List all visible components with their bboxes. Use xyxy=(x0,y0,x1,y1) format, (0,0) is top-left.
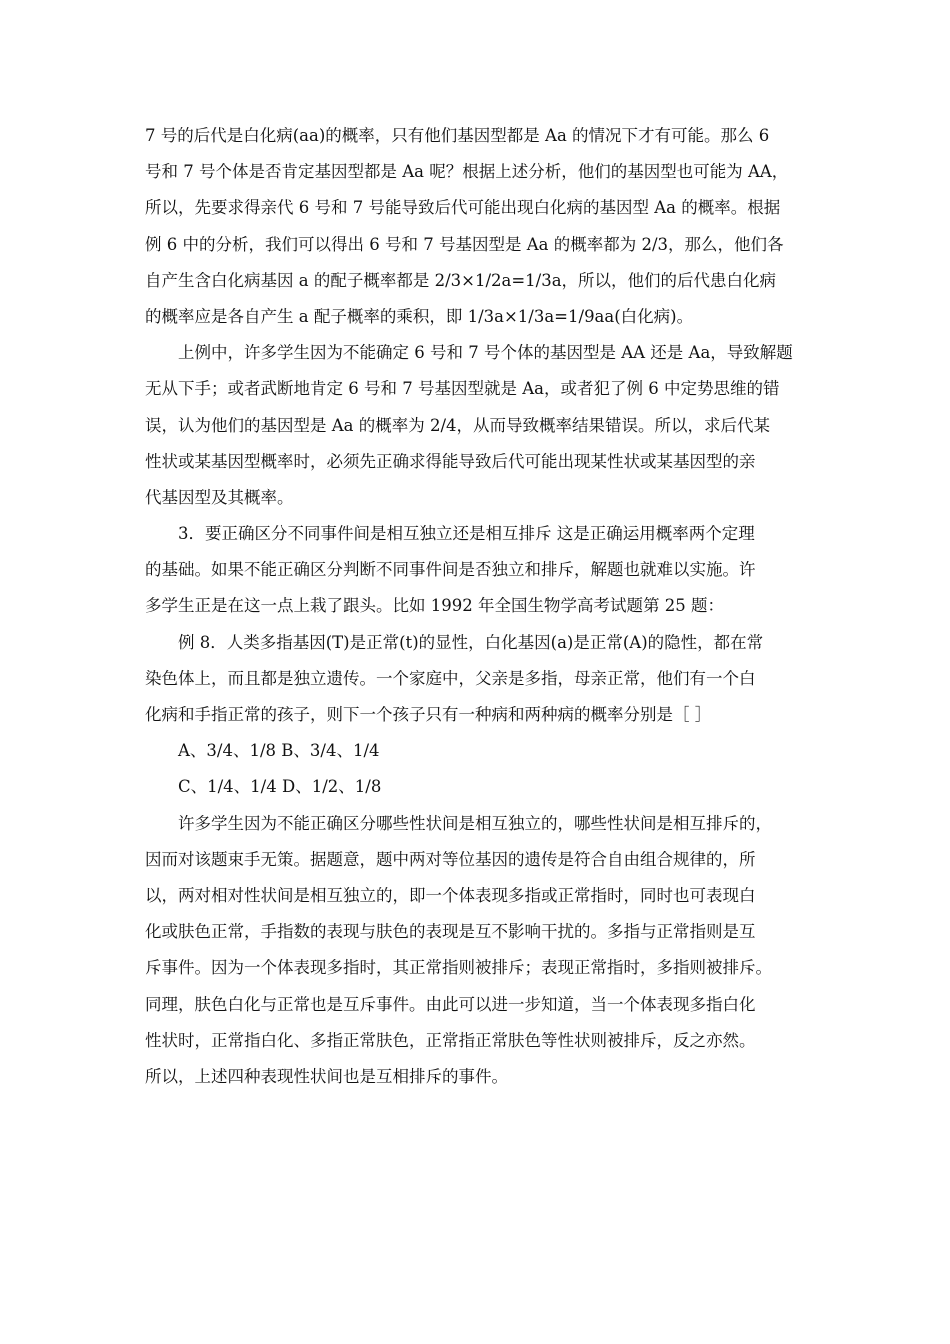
text-line: 化病和手指正常的孩子，则下一个孩子只有一种病和两种病的概率分别是［ ］ xyxy=(145,705,712,724)
text-line: 自产生含白化病基因 a 的配子概率都是 2/3×1/2a=1/3a，所以，他们的后代患白化病 xyxy=(145,270,777,290)
text-line: 同理，肤色白化与正常也是互斥事件。由此可以进一步知道，当一个体表现多指白化 xyxy=(145,994,756,1014)
text-line: 所以，上述四种表现性状间也是互相排斥的事件。 xyxy=(145,1066,508,1086)
text-line: 以，两对相对性状间是相互独立的，即一个体表现多指或正常指时，同时也可表现白 xyxy=(145,885,756,905)
text-line: 化或肤色正常，手指数的表现与肤色的表现是互不影响干扰的。多指与正常指则是互 xyxy=(145,922,756,942)
text-line: 染色体上，而且都是独立遗传。一个家庭中，父亲是多指，母亲正常，他们有一个白 xyxy=(145,668,756,688)
example-question-line: 例 8．人类多指基因(T)是正常(t)的显性，白化基因(a)是正常(A)的隐性，都在常 xyxy=(178,632,764,652)
text-line: 上例中，许多学生因为不能确定 6 号和 7 号个体的基因型是 AA 还是 Aa，导致解题 xyxy=(178,343,793,363)
text-line: 的基础。如果不能正确区分判断不同事件间是否独立和排斥，解题也就难以实施。许 xyxy=(145,560,756,580)
text-line: 例 6 中的分析，我们可以得出 6 号和 7 号基因型是 Aa 的概率都为 2/3，那么，他们各 xyxy=(145,234,784,254)
text-line: 所以，先要求得亲代 6 号和 7 号能导致后代可能出现白化病的基因型 Aa 的概率。根据 xyxy=(145,198,781,218)
text-line: 多学生正是在这一点上栽了跟头。比如 1992 年全国生物学高考试题第 25 题： xyxy=(145,596,724,616)
text-line: 斥事件。因为一个体表现多指时，其正常指则被排斥；表现正常指时，多指则被排斥。 xyxy=(145,958,772,978)
text-line: 号和 7 号个体是否肯定基因型都是 Aa 呢？根据上述分析，他们的基因型也可能为 AA， xyxy=(145,162,789,182)
text-line: 7 号的后代是白化病(aa)的概率，只有他们基因型都是 Aa 的情况下才有可能。那么 6 xyxy=(145,126,770,145)
text-line: 性状或某基因型概率时，必须先正确求得能导致后代可能出现某性状或某基因型的亲 xyxy=(145,451,756,471)
text-line: 的概率应是各自产生 a 配子概率的乘积，即 1/3a×1/3a=1/9aa(白化病)。 xyxy=(145,306,694,326)
text-line: 代基因型及其概率。 xyxy=(145,487,294,507)
text-line: 性状时，正常指白化、多指正常肤色，正常指正常肤色等性状则被排斥，反之亦然。 xyxy=(145,1030,756,1050)
answer-options-line: A、3/4、1/8 B、3/4、1/4 xyxy=(178,741,380,761)
section-heading-line: 3．要正确区分不同事件间是相互独立还是相互排斥 这是正确运用概率两个定理 xyxy=(178,524,755,544)
answer-options-line: C、1/4、1/4 D、1/2、1/8 xyxy=(178,777,382,797)
document-body xyxy=(145,118,805,1095)
text-line: 误，认为他们的基因型是 Aa 的概率为 2/4，从而导致概率结果错误。所以，求后代某 xyxy=(145,415,771,435)
text-line: 因而对该题束手无策。据题意，题中两对等位基因的遗传是符合自由组合规律的，所 xyxy=(145,849,756,869)
text-line: 许多学生因为不能正确区分哪些性状间是相互独立的，哪些性状间是相互排斥的， xyxy=(178,813,772,833)
text-line: 无从下手；或者武断地肯定 6 号和 7 号基因型就是 Aa，或者犯了例 6 中定势思维的错 xyxy=(145,379,780,399)
